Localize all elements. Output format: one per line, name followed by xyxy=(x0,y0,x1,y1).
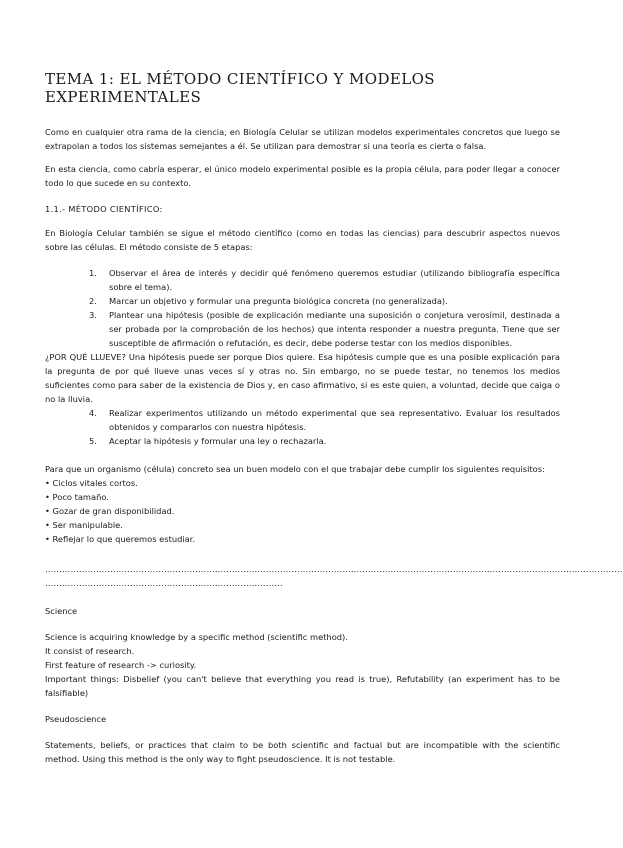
list-item xyxy=(89,406,560,434)
dotted-line: …………………………………………………………………………………………………………………………………………………………………………………… xyxy=(45,564,623,574)
list-item xyxy=(89,308,560,350)
step-number: 4. xyxy=(89,408,97,418)
dotted-line: ………………………………………………………………………… xyxy=(45,578,283,588)
intro-paragraph-2: En esta ciencia, como cabría esperar, el único modelo experimental posible es la propia célula, para poder llegar a conocer todo lo que sucede en su contexto. xyxy=(45,164,560,188)
science-line: First feature of research -> curiosity. xyxy=(45,660,197,670)
science-line: It consist of research. xyxy=(45,646,135,656)
intro-paragraph-1: Como en cualquier otra rama de la ciencia, en Biología Celular se utilizan modelos experimentales concretos que luego se extrapolan a todos los sistemas semejantes a él. Se utilizan para demostrar si una teoría es cierta o falsa. xyxy=(45,127,560,151)
step-text: Plantear una hipótesis (posible de explicación mediante una suposición o conjetura verosímil, destinada a ser probada por la comprobación de los hechos) que intenta responder a nuestra pregunta. Tiene que ser susceptible de afirmación o refutación, es decir, debe poderse testar con los medios disponibles. xyxy=(109,310,560,348)
pseudoscience-paragraph: Statements, beliefs, or practices that claim to be both scientific and factual but are incompatible with the scientific method. Using this method is the only way to fight pseudoscience. It is not testable. xyxy=(45,740,560,764)
step-text: Aceptar la hipótesis y formular una ley o rechazarla. xyxy=(109,436,327,446)
step-number: 3. xyxy=(89,310,97,320)
section-paragraph: En Biología Celular también se sigue el método científico (como en todas las ciencias) para descubrir aspectos nuevos sobre las células. El método consiste de 5 etapas: xyxy=(45,228,560,252)
list-item xyxy=(89,434,560,448)
requirements-list xyxy=(45,476,560,546)
steps-list xyxy=(45,266,560,448)
requirements-intro: Para que un organismo (célula) concreto sea un buen modelo con el que trabajar debe cumplir los siguientes requisitos: xyxy=(45,464,545,474)
list-item: • Poco tamaño. xyxy=(45,492,109,502)
list-item: • Gozar de gran disponibilidad. xyxy=(45,506,175,516)
step-number: 2. xyxy=(89,296,97,306)
pseudoscience-heading: Pseudoscience xyxy=(45,714,107,724)
science-line: Important things: Disbelief (you can't believe that everything you read is true), Refutability (an experiment has to be falsifiable) xyxy=(45,674,560,698)
list-item xyxy=(89,294,560,308)
science-heading: Science xyxy=(45,606,78,616)
step-text: Realizar experimentos utilizando un método experimental que sea representativo. Evaluar los resultados obtenidos y compararlos con nuestra hipótesis. xyxy=(109,408,560,432)
document-page xyxy=(45,70,623,775)
science-section xyxy=(45,630,560,700)
list-item xyxy=(89,266,560,294)
step-text: Observar el área de interés y decidir qué fenómeno queremos estudiar (utilizando bibliografía específica sobre el tema). xyxy=(109,268,560,292)
page-title: TEMA 1: EL MÉTODO CIENTÍFICO Y MODELOS EXPERIMENTALES xyxy=(45,70,435,106)
step-number: 5. xyxy=(89,436,97,446)
step-number: 1. xyxy=(89,268,97,278)
science-line: Science is acquiring knowledge by a specific method (scientific method). xyxy=(45,632,348,642)
list-item: • Reflejar lo que queremos estudiar. xyxy=(45,534,196,544)
list-item: • Ser manipulable. xyxy=(45,520,123,530)
dotted-divider xyxy=(45,562,623,590)
list-item: • Ciclos vitales cortos. xyxy=(45,478,138,488)
section-heading-1-1: 1.1.- MÉTODO CIENTÍFICO: xyxy=(45,204,163,214)
aside-paragraph: ¿POR QUÉ LLUEVE? Una hipótesis puede ser porque Dios quiere. Esa hipótesis cumple que es una posible explicación para la pregunta de por qué llueve unas veces sí y otras no. Sin embargo, no se puede testar, no tenemos los medios suficientes como para saber de la existencia de Dios y, en caso afirmativo, si es este quien, a voluntad, decide que caiga o no la lluvia. xyxy=(45,352,560,404)
step-text: Marcar un objetivo y formular una pregunta biológica concreta (no generalizada). xyxy=(109,296,448,306)
